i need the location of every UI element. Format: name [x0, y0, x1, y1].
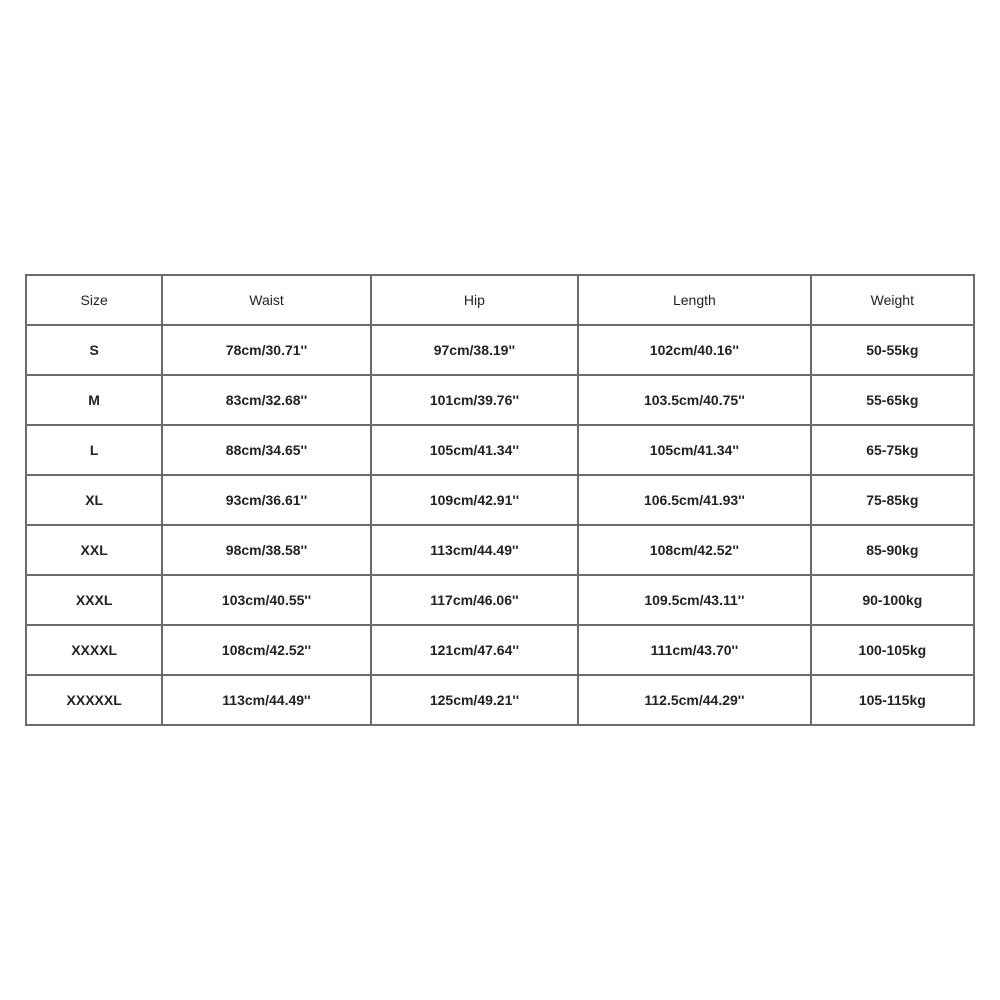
size-chart-table	[25, 274, 975, 726]
cell-size: XXL	[26, 525, 162, 575]
cell-hip: 101cm/39.76''	[371, 375, 578, 425]
cell-waist: 93cm/36.61''	[162, 475, 370, 525]
cell-waist: 98cm/38.58''	[162, 525, 370, 575]
cell-length: 112.5cm/44.29''	[578, 675, 810, 725]
table-row	[26, 575, 974, 625]
cell-size: M	[26, 375, 162, 425]
cell-length: 109.5cm/43.11''	[578, 575, 810, 625]
cell-hip: 121cm/47.64''	[371, 625, 578, 675]
cell-size: S	[26, 325, 162, 375]
cell-length: 108cm/42.52''	[578, 525, 810, 575]
cell-weight: 65-75kg	[811, 425, 974, 475]
cell-waist: 88cm/34.65''	[162, 425, 370, 475]
cell-length: 105cm/41.34''	[578, 425, 810, 475]
table-row	[26, 475, 974, 525]
header-weight: Weight	[811, 275, 974, 325]
cell-length: 111cm/43.70''	[578, 625, 810, 675]
header-hip: Hip	[371, 275, 578, 325]
cell-hip: 125cm/49.21''	[371, 675, 578, 725]
cell-waist: 78cm/30.71''	[162, 325, 370, 375]
cell-hip: 105cm/41.34''	[371, 425, 578, 475]
table-row	[26, 525, 974, 575]
cell-size: XXXXXL	[26, 675, 162, 725]
cell-hip: 109cm/42.91''	[371, 475, 578, 525]
header-length: Length	[578, 275, 810, 325]
table-row	[26, 375, 974, 425]
cell-weight: 100-105kg	[811, 625, 974, 675]
cell-weight: 85-90kg	[811, 525, 974, 575]
cell-hip: 113cm/44.49''	[371, 525, 578, 575]
header-size: Size	[26, 275, 162, 325]
cell-waist: 113cm/44.49''	[162, 675, 370, 725]
table-row	[26, 625, 974, 675]
cell-weight: 55-65kg	[811, 375, 974, 425]
cell-size: XL	[26, 475, 162, 525]
cell-waist: 103cm/40.55''	[162, 575, 370, 625]
cell-weight: 75-85kg	[811, 475, 974, 525]
cell-length: 103.5cm/40.75''	[578, 375, 810, 425]
cell-waist: 83cm/32.68''	[162, 375, 370, 425]
cell-size: XXXL	[26, 575, 162, 625]
cell-length: 106.5cm/41.93''	[578, 475, 810, 525]
cell-size: XXXXL	[26, 625, 162, 675]
cell-hip: 117cm/46.06''	[371, 575, 578, 625]
cell-length: 102cm/40.16''	[578, 325, 810, 375]
table-row	[26, 675, 974, 725]
cell-waist: 108cm/42.52''	[162, 625, 370, 675]
table-header-row	[26, 275, 974, 325]
cell-weight: 50-55kg	[811, 325, 974, 375]
cell-weight: 90-100kg	[811, 575, 974, 625]
header-waist: Waist	[162, 275, 370, 325]
cell-weight: 105-115kg	[811, 675, 974, 725]
table-row	[26, 325, 974, 375]
cell-hip: 97cm/38.19''	[371, 325, 578, 375]
table-row	[26, 425, 974, 475]
cell-size: L	[26, 425, 162, 475]
